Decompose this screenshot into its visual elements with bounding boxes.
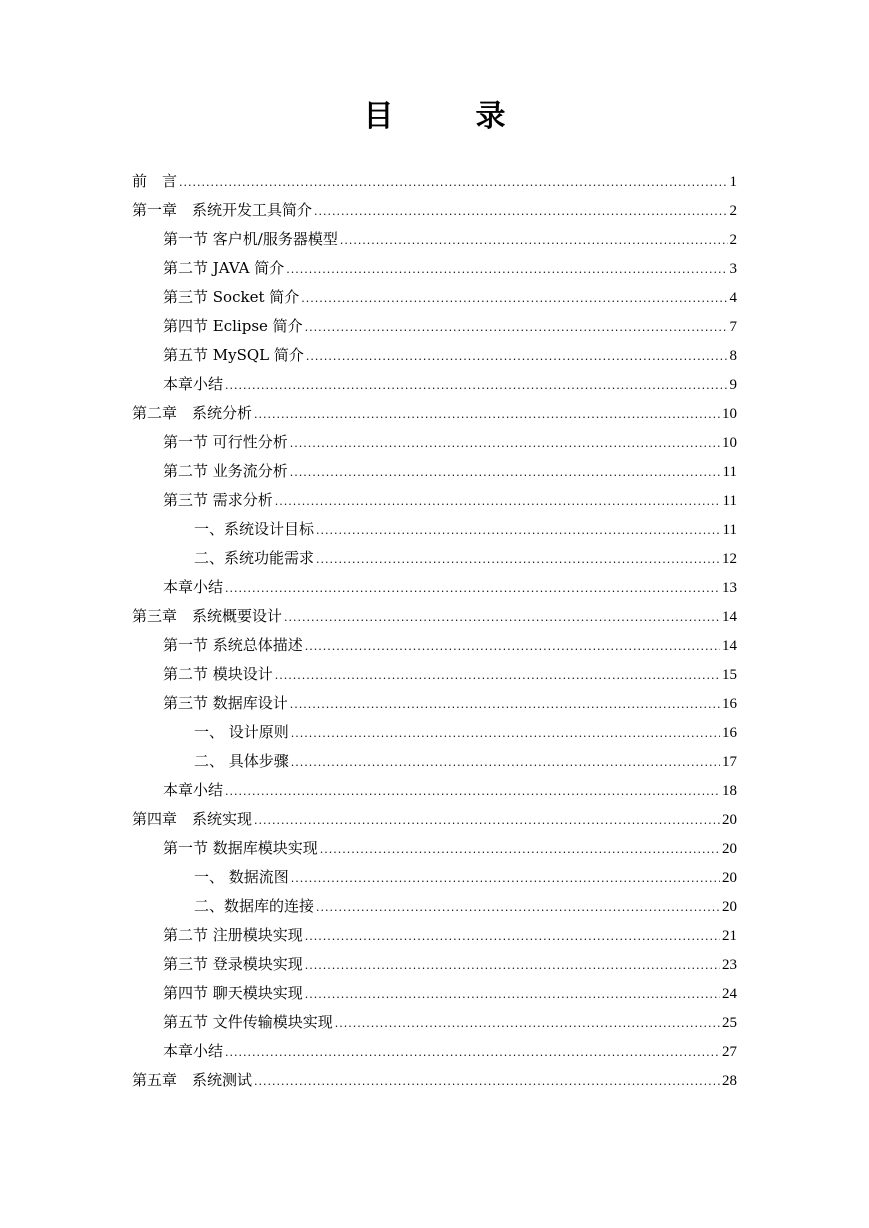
toc-entry[interactable] (132, 283, 737, 312)
toc-entry[interactable] (132, 1037, 737, 1066)
toc-entry-label: 第二章 系统分析 (132, 404, 253, 422)
toc-entry[interactable] (132, 660, 737, 689)
toc-leader-dots (225, 574, 720, 603)
toc-leader-dots (275, 661, 720, 690)
toc-leader-dots (335, 1009, 720, 1038)
toc-entry-page: 18 (722, 783, 737, 799)
toc-entry[interactable] (132, 631, 737, 660)
toc-entry[interactable] (132, 834, 737, 863)
toc-entry-page: 1 (729, 174, 737, 190)
toc-leader-dots (225, 1038, 720, 1067)
toc-leader-dots (320, 835, 720, 864)
toc-entry[interactable] (132, 689, 737, 718)
toc-entry-label: 一、系统设计目标 (194, 520, 315, 538)
toc-entry-page: 20 (722, 870, 737, 886)
toc-entry-label: 本章小结 (163, 375, 224, 393)
toc-entry-page: 25 (722, 1015, 737, 1031)
toc-entry-page: 12 (722, 551, 737, 567)
toc-entry-label: 一、 设计原则 (194, 723, 289, 741)
toc-leader-dots (225, 371, 727, 400)
toc-entry-label: 第三章 系统概要设计 (132, 607, 283, 625)
toc-entry-page: 11 (722, 464, 737, 480)
toc-entry[interactable] (132, 428, 737, 457)
toc-entry[interactable] (132, 515, 737, 544)
toc-entry[interactable] (132, 1066, 737, 1095)
toc-entry[interactable] (132, 863, 737, 892)
toc-entry[interactable] (132, 573, 737, 602)
toc-entry-label: 第三节 需求分析 (163, 491, 273, 509)
toc-entry-label: 第三节 登录模块实现 (163, 955, 303, 973)
toc-entry-label: 第一节 数据库模块实现 (163, 839, 318, 857)
toc-entry-page: 9 (729, 377, 737, 393)
toc-leader-dots (290, 429, 720, 458)
toc-entry-label: 本章小结 (163, 1042, 224, 1060)
toc-entry[interactable] (132, 370, 737, 399)
toc-entry-label: 第二节 JAVA 简介 (163, 259, 285, 277)
toc-entry-label: 二、 具体步骤 (194, 752, 289, 770)
toc-entry-label: 第二节 模块设计 (163, 665, 273, 683)
toc-entry-label: 第五节 MySQL 简介 (163, 346, 304, 364)
toc-entry-label: 二、数据库的连接 (194, 897, 315, 915)
toc-entry[interactable] (132, 312, 737, 341)
toc-leader-dots (316, 516, 721, 545)
toc-leader-dots (316, 893, 720, 922)
toc-leader-dots (291, 864, 720, 893)
toc-leader-dots (291, 748, 720, 777)
toc-title: 目 录 (363, 99, 532, 134)
toc-leader-dots (305, 922, 720, 951)
toc-entry-label: 第四章 系统实现 (132, 810, 253, 828)
toc-entry[interactable] (132, 776, 737, 805)
toc-leader-dots (306, 342, 728, 371)
toc-entry[interactable] (132, 196, 737, 225)
toc-entry-label: 第一章 系统开发工具简介 (132, 201, 313, 219)
toc-entry-page: 21 (722, 928, 737, 944)
toc-entry[interactable] (132, 544, 737, 573)
toc-entry-label: 第一节 可行性分析 (163, 433, 288, 451)
toc-leader-dots (301, 284, 727, 313)
toc-entry[interactable] (132, 805, 737, 834)
toc-entry-page: 8 (729, 348, 737, 364)
toc-entry-page: 14 (722, 609, 737, 625)
toc-entry-page: 10 (722, 406, 737, 422)
toc-leader-dots (275, 487, 721, 516)
toc-entry[interactable] (132, 602, 737, 631)
toc-leader-dots (305, 632, 720, 661)
toc-entry-page: 11 (722, 493, 737, 509)
toc-entry[interactable] (132, 486, 737, 515)
toc-leader-dots (305, 313, 728, 342)
toc-entry-page: 10 (722, 435, 737, 451)
toc-entry-page: 4 (729, 290, 737, 306)
toc-entry[interactable] (132, 921, 737, 950)
toc-entry[interactable] (132, 399, 737, 428)
toc-entry-page: 17 (722, 754, 737, 770)
toc-entry-label: 本章小结 (163, 578, 224, 596)
toc-entry-page: 15 (722, 667, 737, 683)
toc-entry-label: 第一节 系统总体描述 (163, 636, 303, 654)
toc-leader-dots (254, 806, 720, 835)
toc-entry[interactable] (132, 892, 737, 921)
toc-leader-dots (305, 980, 720, 1009)
toc-entry-label: 二、系统功能需求 (194, 549, 315, 567)
toc-entry-page: 20 (722, 841, 737, 857)
toc-leader-dots (254, 400, 720, 429)
toc-entry-label: 前 言 (132, 172, 178, 190)
toc-entry-label: 第三节 数据库设计 (163, 694, 288, 712)
toc-entry[interactable] (132, 457, 737, 486)
toc-entry-page: 27 (722, 1044, 737, 1060)
toc-entry-page: 2 (729, 203, 737, 219)
toc-entry-label: 第五章 系统测试 (132, 1071, 253, 1089)
toc-entry[interactable] (132, 950, 737, 979)
toc-leader-dots (284, 603, 720, 632)
toc-entry-page: 28 (722, 1073, 737, 1089)
toc-leader-dots (290, 690, 720, 719)
toc-leader-dots (291, 719, 720, 748)
table-of-contents (132, 167, 737, 1095)
toc-entry-label: 第四节 聊天模块实现 (163, 984, 303, 1002)
toc-entry[interactable] (132, 747, 737, 776)
toc-leader-dots (225, 777, 720, 806)
toc-entry-page: 16 (722, 696, 737, 712)
toc-entry-page: 16 (722, 725, 737, 741)
toc-entry-label: 一、 数据流图 (194, 868, 289, 886)
toc-entry[interactable] (132, 979, 737, 1008)
toc-leader-dots (340, 226, 728, 255)
toc-entry[interactable] (132, 1008, 737, 1037)
toc-entry[interactable] (132, 167, 737, 196)
toc-entry-label: 第一节 客户机/服务器模型 (163, 230, 338, 248)
toc-entry-page: 2 (729, 232, 737, 248)
toc-leader-dots (286, 255, 727, 284)
toc-entry-label: 本章小结 (163, 781, 224, 799)
toc-leader-dots (290, 458, 721, 487)
toc-entry-page: 3 (729, 261, 737, 277)
toc-entry-page: 13 (722, 580, 737, 596)
toc-entry-page: 11 (722, 522, 737, 538)
toc-entry-page: 14 (722, 638, 737, 654)
toc-entry[interactable] (132, 225, 737, 254)
toc-leader-dots (254, 1067, 720, 1096)
toc-entry-page: 7 (729, 319, 737, 335)
toc-entry[interactable] (132, 341, 737, 370)
toc-entry-page: 20 (722, 812, 737, 828)
toc-entry-label: 第三节 Socket 简介 (163, 288, 300, 306)
toc-entry-page: 20 (722, 899, 737, 915)
toc-leader-dots (314, 197, 727, 226)
toc-entry-label: 第五节 文件传输模块实现 (163, 1013, 333, 1031)
toc-leader-dots (305, 951, 720, 980)
toc-entry-page: 23 (722, 957, 737, 973)
toc-entry-page: 24 (722, 986, 737, 1002)
toc-leader-dots (316, 545, 720, 574)
toc-entry-label: 第四节 Eclipse 简介 (163, 317, 303, 335)
toc-entry[interactable] (132, 254, 737, 283)
toc-entry-label: 第二节 业务流分析 (163, 462, 288, 480)
toc-leader-dots (179, 168, 727, 197)
toc-entry-label: 第二节 注册模块实现 (163, 926, 303, 944)
toc-entry[interactable] (132, 718, 737, 747)
